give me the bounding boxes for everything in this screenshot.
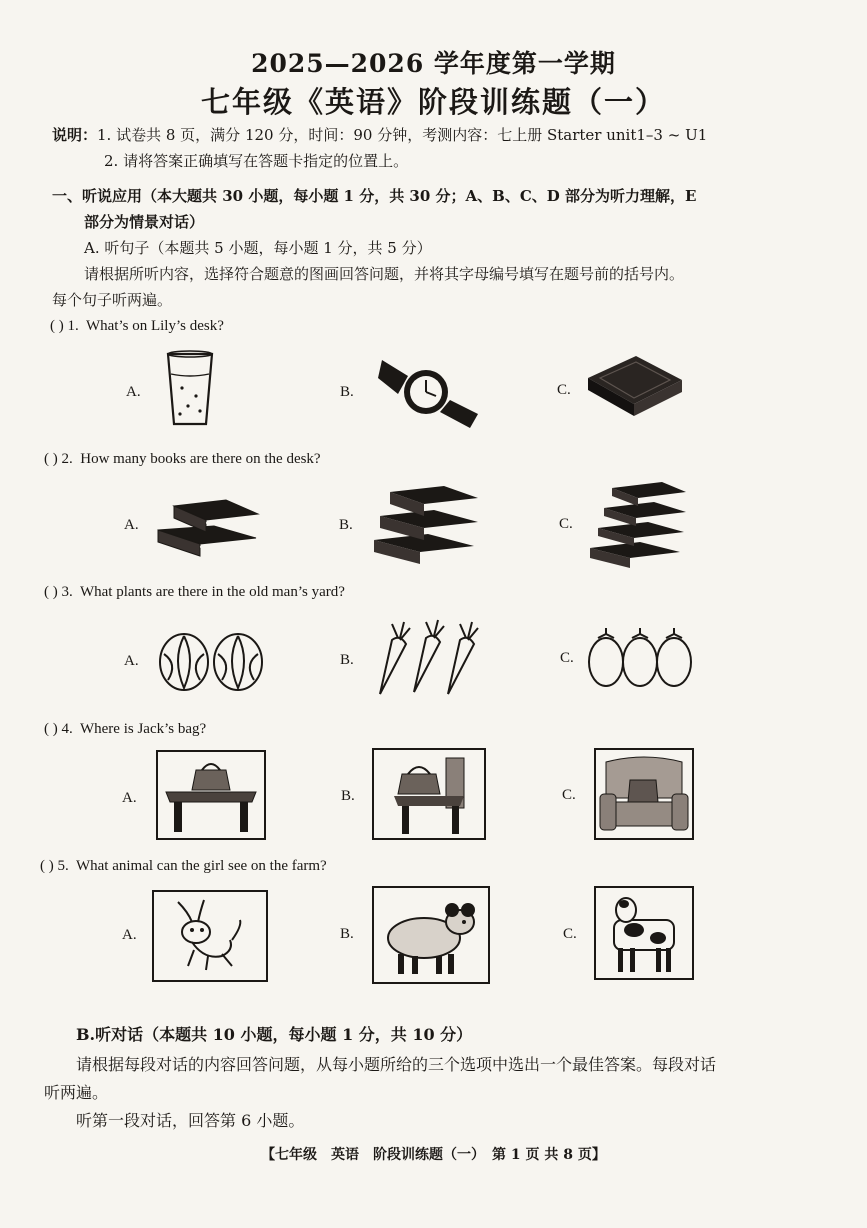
question-number: 2. [61,451,73,467]
answer-bracket[interactable]: ( ) [40,858,54,874]
bag-on-desk-icon [156,750,266,840]
question-number: 1. [67,318,79,334]
cow-icon [594,886,694,980]
partB-instruction-line1: 请根据每段对话的内容回答问题，从每小题所给的三个选项中选出一个最佳答案。每段对话 [76,1055,717,1074]
question-3 [44,584,345,601]
question-4 [44,721,206,738]
rabbit-icon [152,890,268,982]
option-b-label: B. [341,788,355,804]
tomatoes-icon [586,624,696,690]
partA-title: A. 听句子（本题共 5 小题，每小题 1 分，共 5 分） [84,239,432,257]
answer-bracket[interactable]: ( ) [44,584,58,600]
school-year-title: 2025—2026 学年度第一学期 [251,49,616,78]
partA-instruction-line2: 每个句子听两遍。 [52,291,173,309]
question-number: 5. [57,858,69,874]
question-text: What plants are there in the old man’s yard? [79,584,345,600]
cabbages-icon [158,630,268,694]
sheep-icon [372,886,490,984]
question-2 [44,451,321,468]
section1-heading-line1: 一、听说应用（本大题共 30 小题，每小题 1 分，共 30 分；A、B、C、D 部分为听力理解，E [52,187,697,205]
glass-of-water-icon [160,348,220,430]
partB-instruction-line2: 听两遍。 [44,1083,109,1102]
three-books-icon [370,484,482,570]
option-a-label: A. [126,384,141,400]
option-c-label: C. [562,787,576,803]
option-b-label: B. [340,926,354,942]
notes-item-1: 1. 试卷共 8 页，满分 120 分，时间：90 分钟，考测内容：七上册 Starter unit1–3 ~ U1 [97,126,708,144]
four-books-icon [588,480,688,572]
question-text: What’s on Lily’s desk? [85,318,224,334]
bag-on-chair-icon [372,748,486,840]
option-c-label: C. [560,650,574,666]
answer-bracket[interactable]: ( ) [50,318,64,334]
option-b-label: B. [340,652,354,668]
option-c-label: C. [559,516,573,532]
option-a-label: A. [122,927,137,943]
question-1 [50,318,224,335]
carrots-icon [370,620,490,698]
option-a-label: A. [124,517,139,533]
notes-line-1 [52,124,707,145]
option-a-label: A. [124,653,139,669]
question-5 [40,858,327,875]
notes-item-2: 2. 请将答案正确填写在答题卡指定的位置上。 [104,152,409,170]
option-b-label: B. [339,517,353,533]
option-c-label: C. [557,382,571,398]
two-books-icon [154,490,264,562]
bag-on-sofa-icon [594,748,694,840]
question-text: How many books are there on the desk? [80,451,321,467]
partB-instruction-line3: 听第一段对话，回答第 6 小题。 [76,1111,305,1130]
option-c-label: C. [563,926,577,942]
notes-label: 说明： [52,126,98,144]
page-footer: 【七年级 英语 阶段训练题（一） 第 1 页 共 8 页】 [261,1147,606,1163]
answer-bracket[interactable]: ( ) [44,721,58,737]
option-a-label: A. [122,790,137,806]
question-text: Where is Jack’s bag? [79,721,207,737]
section1-heading-line2: 部分为情景对话） [84,213,205,231]
partA-instruction-line1: 请根据所听内容，选择符合题意的图画回答问题，并将其字母编号填写在题号前的括号内。 [84,265,685,283]
wristwatch-icon [378,348,482,430]
pencil-box-icon [584,354,684,420]
question-text: What animal can the girl see on the farm? [75,858,327,874]
question-number: 4. [61,721,73,737]
answer-bracket[interactable]: ( ) [44,451,58,467]
partB-title: B.听对话（本题共 10 小题，每小题 1 分，共 10 分） [76,1025,473,1044]
page-title: 七年级《英语》阶段训练题（一） [200,85,666,119]
option-b-label: B. [340,384,354,400]
question-number: 3. [61,584,73,600]
